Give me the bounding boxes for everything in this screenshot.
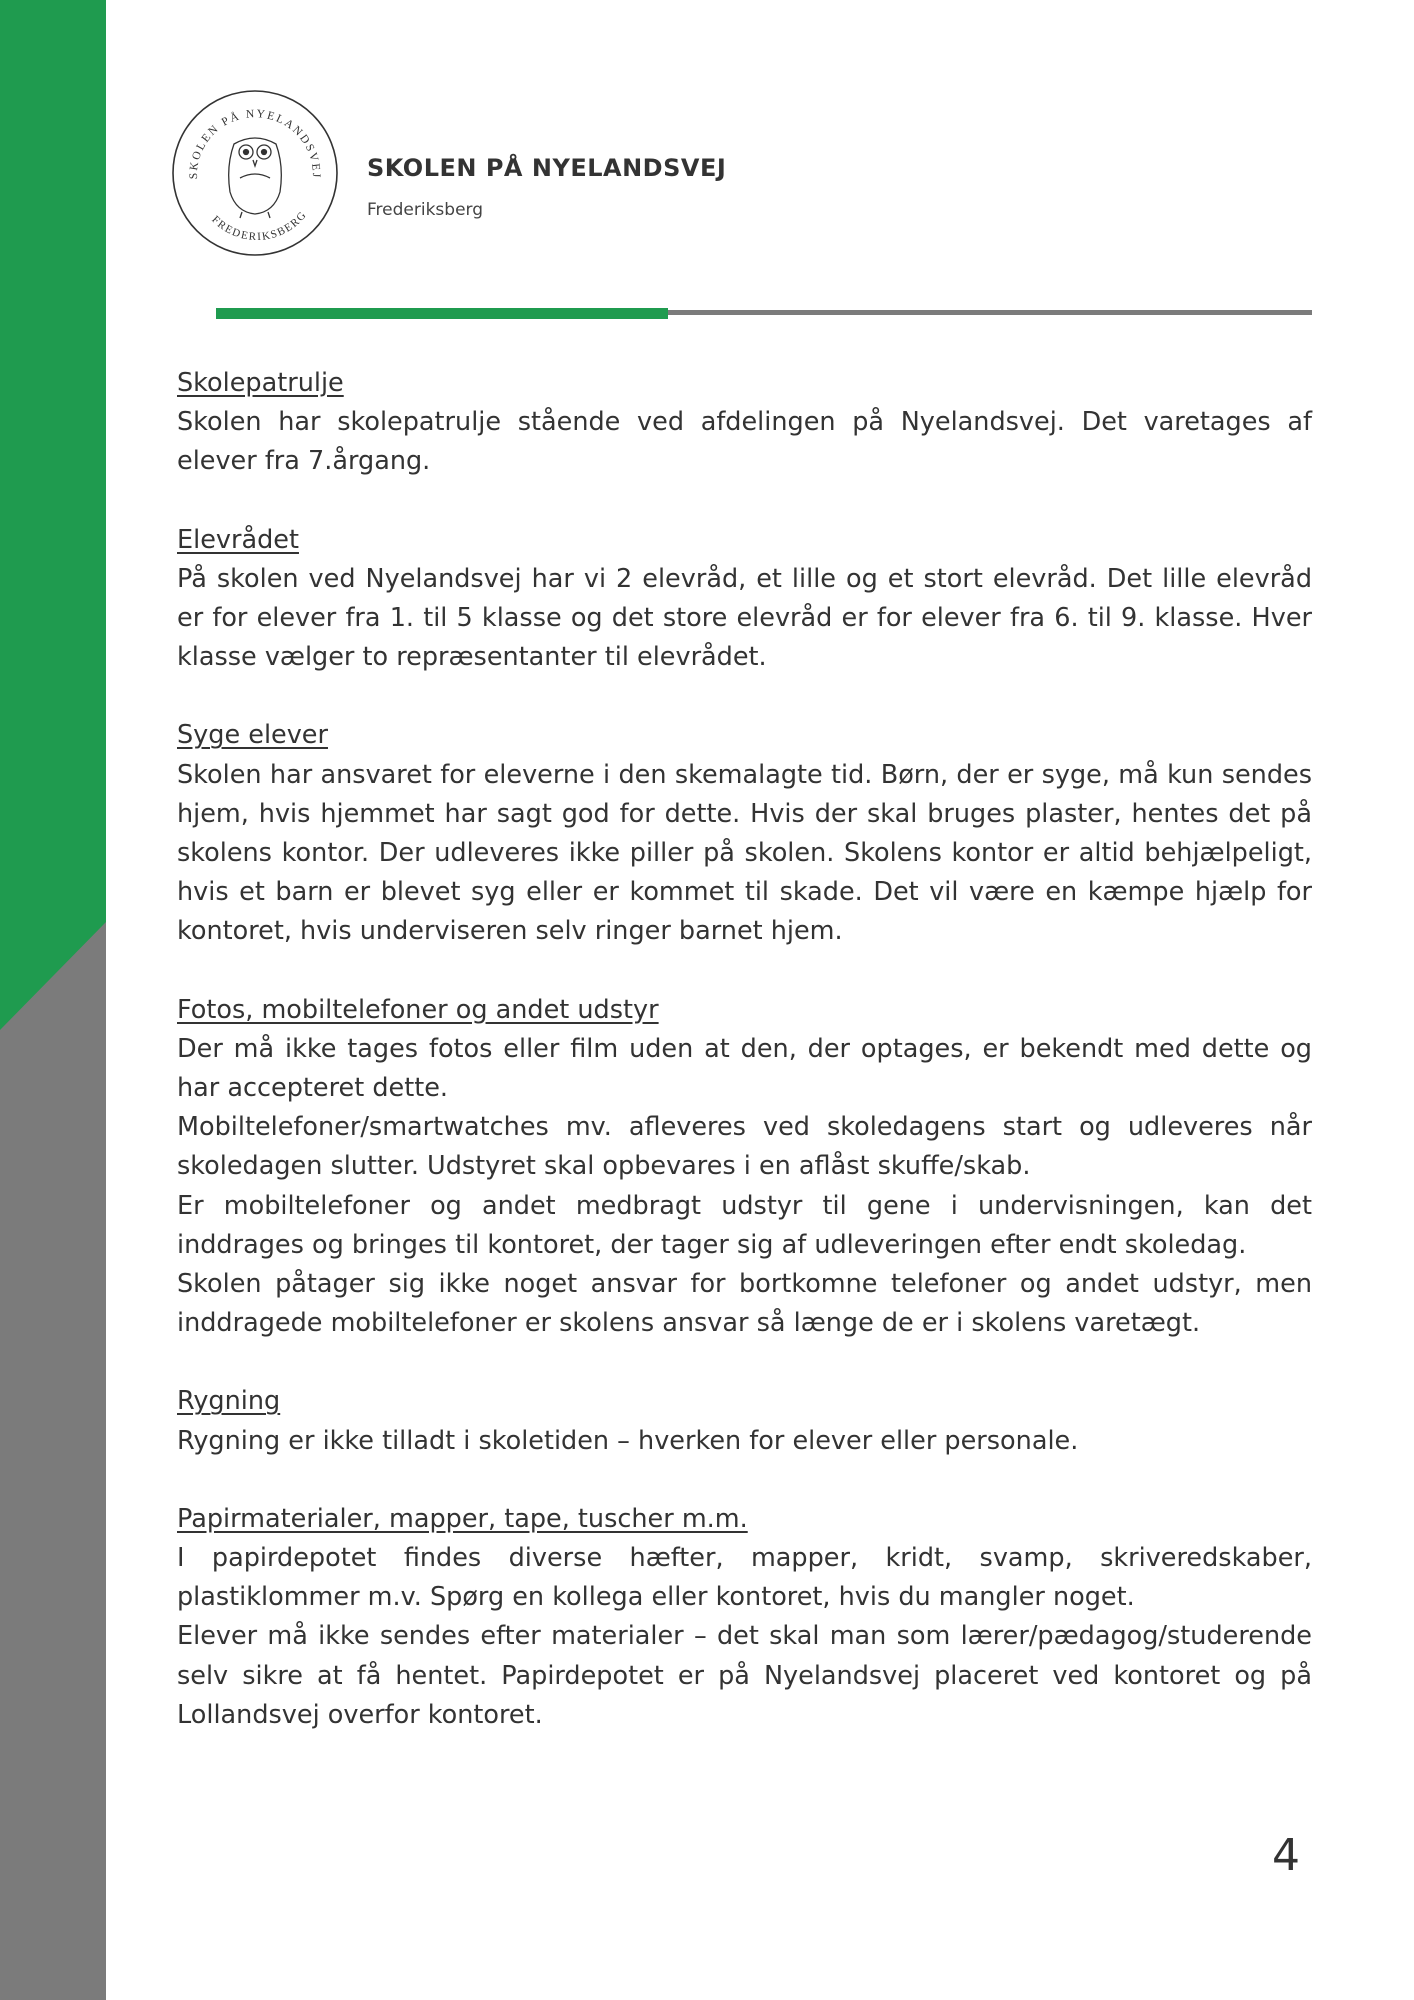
section-paragraph: Elever må ikke sendes efter materialer – det skal man som lærer/pædagog/studerende selv sikre at få hentet. Papirdepotet er på Nyelandsvej placeret ved kontoret og på Lollandsvej overfor kontoret. <box>177 1621 1312 1730</box>
section-heading: Fotos, mobiltelefoner og andet udstyr <box>177 994 659 1025</box>
section-heading: Elevrådet <box>177 524 299 555</box>
page-number: 4 <box>1272 1830 1300 1881</box>
section-syge-elever <box>177 716 1312 951</box>
side-bar-green <box>0 0 106 1030</box>
section-paragraph: Skolen påtager sig ikke noget ansvar for bortkomne telefoner og andet udstyr, men inddragede mobiltelefoner er skolens ansvar så længe de er i skolens varetægt. <box>177 1269 1312 1339</box>
section-paragraph: Mobiltelefoner/smartwatches mv. afleveres ved skoledagens start og udleveres når skoledagen slutter. Udstyret skal opbevares i en aflåst skuffe/skab. <box>177 1112 1312 1182</box>
school-name: SKOLEN PÅ NYELANDSVEJ <box>367 154 727 182</box>
section-paragraph: På skolen ved Nyelandsvej har vi 2 elevråd, et lille og et stort elevråd. Det lille elevråd er for elever fra 1. til 5 klasse og det store elevråd er for elever fra 6. til 9. klasse. Hver klasse vælger to repræsentanter til elevrådet. <box>177 563 1312 673</box>
section-heading: Rygning <box>177 1386 281 1417</box>
section-papirmaterialer <box>177 1500 1312 1735</box>
logo-top-text: SKOLEN PÅ NYELANDSVEJ <box>187 108 323 180</box>
section-paragraph: I papirdepotet findes diverse hæfter, mapper, kridt, svamp, skriveredskaber, plastiklommer m.v. Spørg en kollega eller kontoret, hvis du mangler noget. <box>177 1543 1312 1613</box>
section-rygning <box>177 1382 1312 1460</box>
header-divider-green <box>216 308 668 319</box>
section-paragraph: Skolen har ansvaret for eleverne i den skemalagte tid. Børn, der er syge, må kun sendes hjem, hvis hjemmet har sagt god for dette. Hvis der skal bruges plaster, hentes det på skolens kontor. Der udleveres ikke piller på skolen. Skolens kontor er altid behjælpeligt, hvis et barn er blevet syg eller er kommet til skade. Det vil være en kæmpe hjælp for kontoret, hvis underviseren selv ringer barnet hjem. <box>177 759 1312 947</box>
section-paragraph: Rygning er ikke tilladt i skoletiden – hverken for elever eller personale. <box>177 1425 1079 1456</box>
main-content <box>177 364 1312 1735</box>
section-heading: Skolepatrulje <box>177 368 344 398</box>
school-city: Frederiksberg <box>367 200 484 220</box>
header-divider-gray <box>668 310 1312 315</box>
owl-icon <box>229 138 282 218</box>
section-elevraadet <box>177 521 1312 678</box>
section-heading: Syge elever <box>177 720 328 751</box>
section-paragraph: Er mobiltelefoner og andet medbragt udstyr til gene i undervisningen, kan det inddrages og bringes til kontoret, der tager sig af udleveringen efter endt skoledag. <box>177 1190 1312 1260</box>
section-skolepatrulje <box>177 364 1312 482</box>
section-paragraph: Skolen har skolepatrulje stående ved afdelingen på Nyelandsvej. Det varetages af elever fra 7.årgang. <box>177 407 1312 477</box>
section-heading: Papirmaterialer, mapper, tape, tuscher m.m. <box>177 1503 748 1534</box>
section-fotos-mobiltelefoner <box>177 991 1312 1344</box>
school-logo <box>170 88 340 258</box>
logo-bottom-text: FREDERIKSBERG <box>209 208 310 244</box>
section-paragraph: Der må ikke tages fotos eller film uden at den, der optages, er bekendt med dette og har accepteret dette. <box>177 1033 1312 1104</box>
side-bar <box>0 0 106 2000</box>
